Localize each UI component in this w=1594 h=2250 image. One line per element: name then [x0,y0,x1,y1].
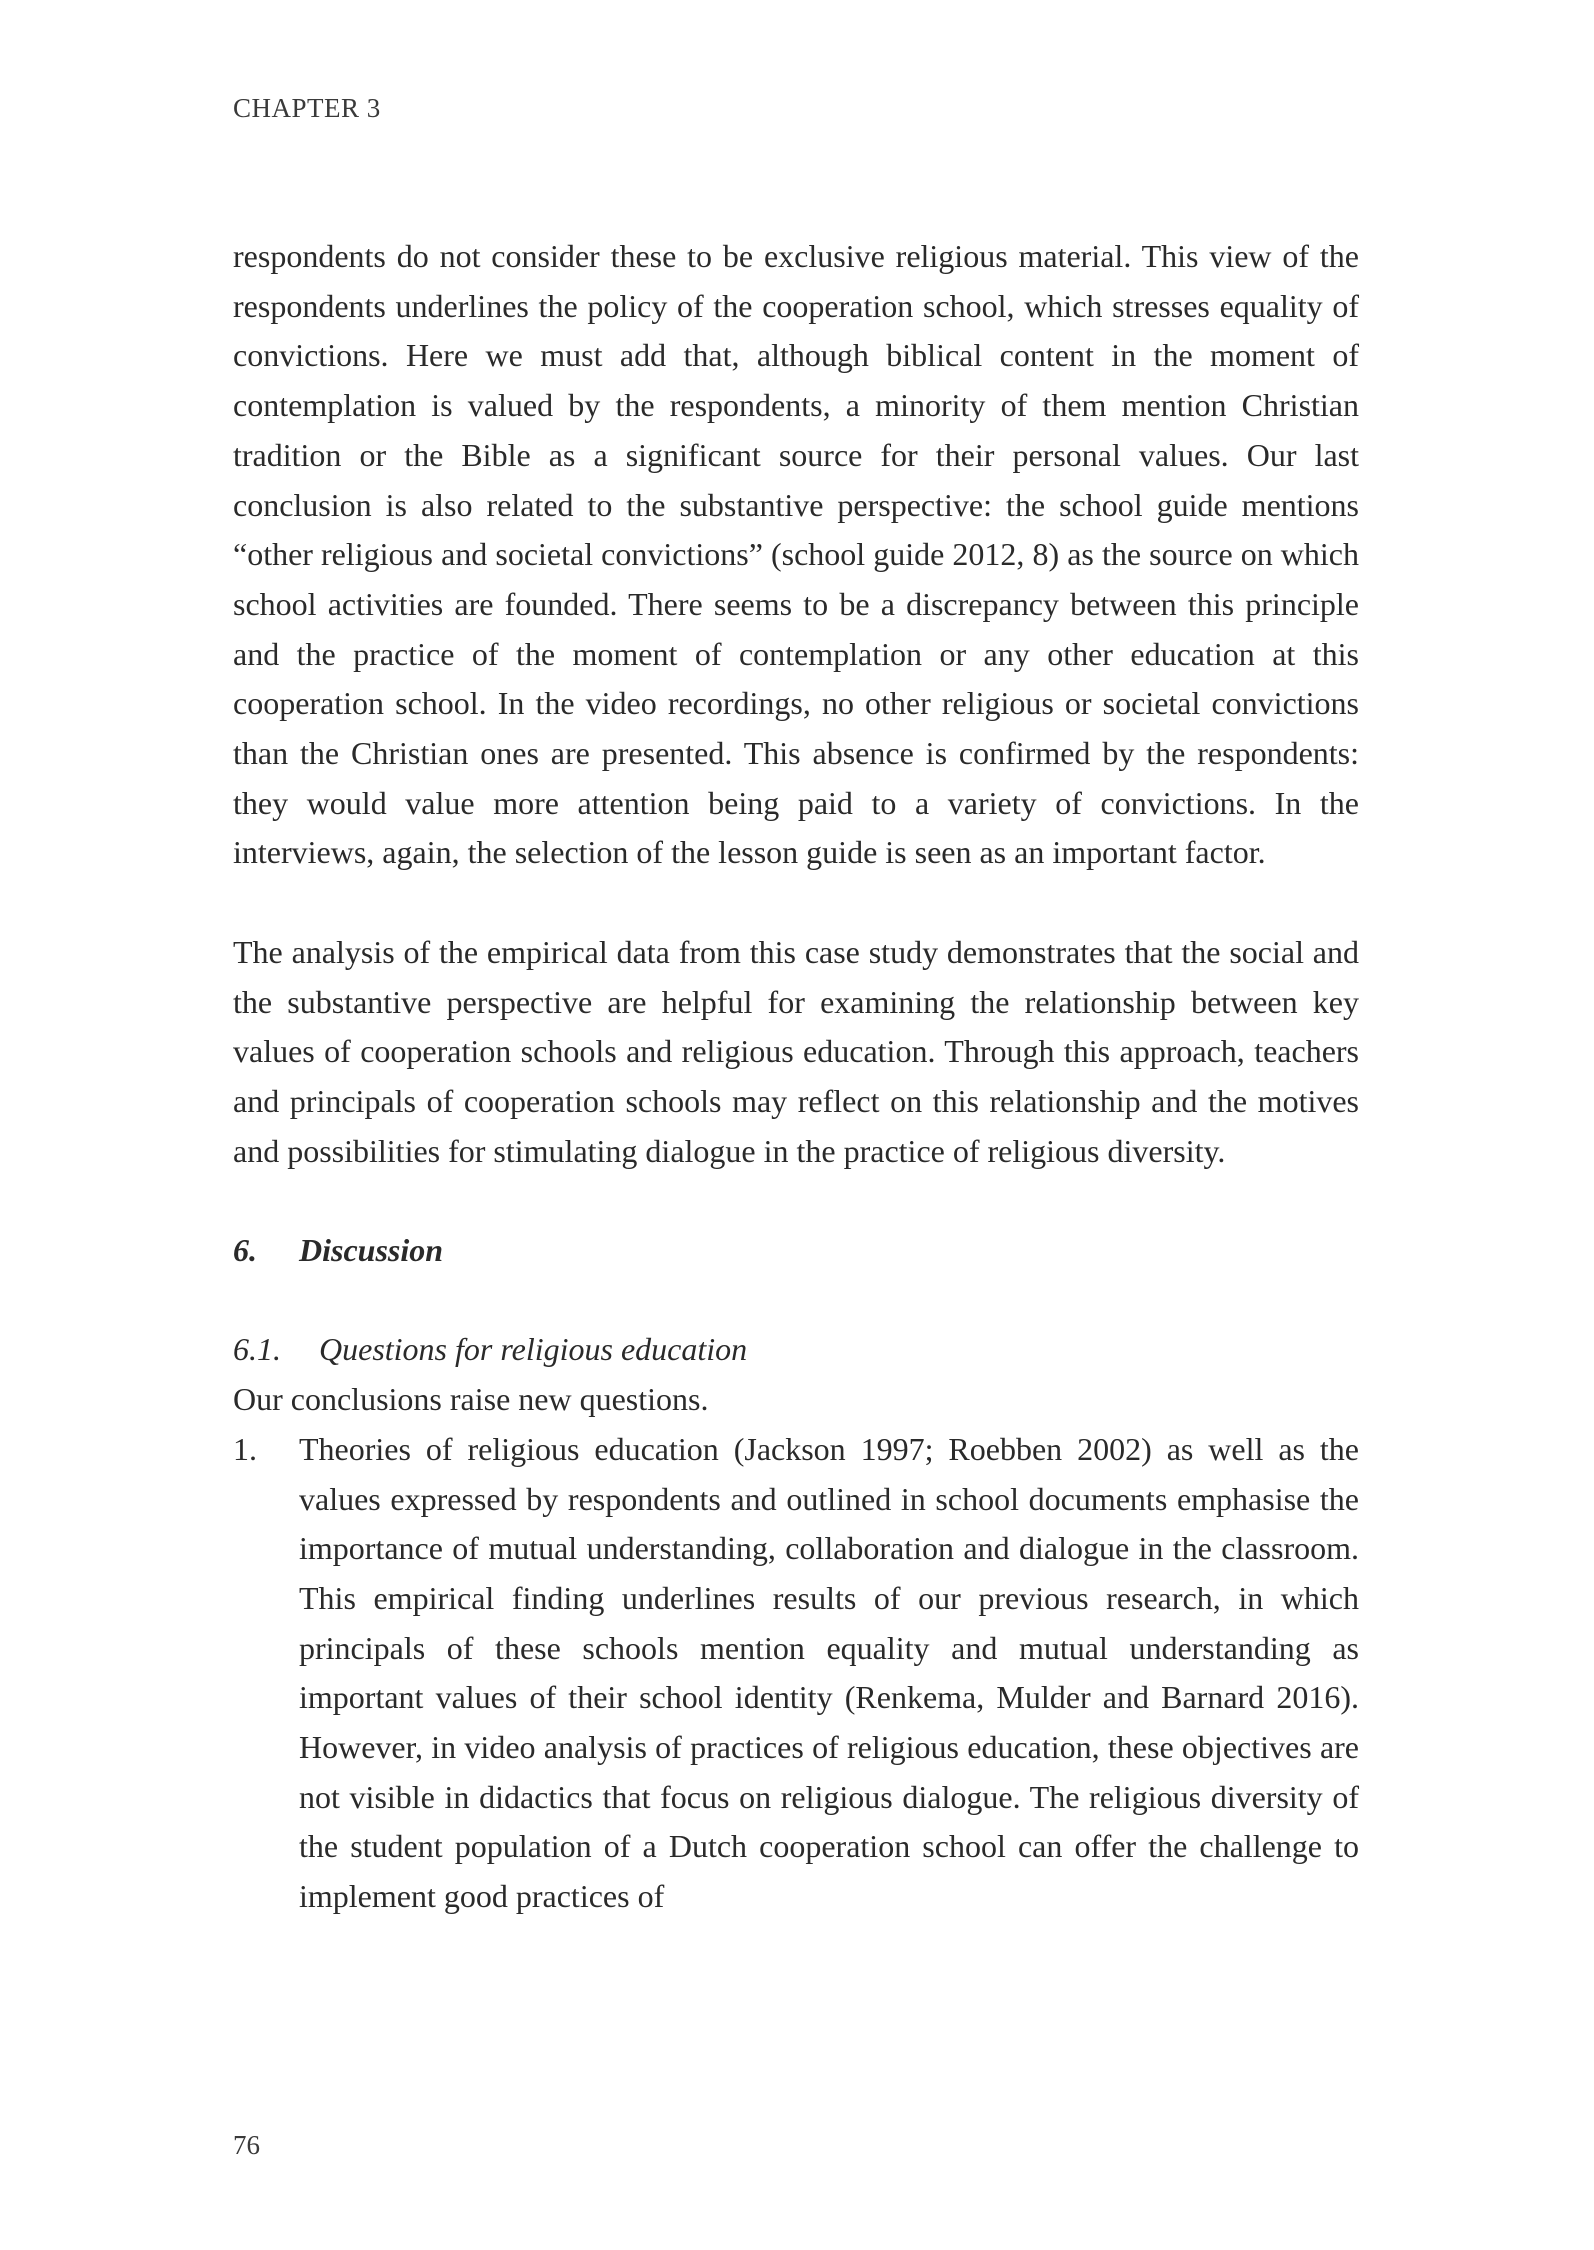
subsection-title: Questions for religious education [319,1331,748,1368]
section-title: Discussion [299,1232,444,1269]
body-paragraph: respondents do not consider these to be exclusive religious material. This view of the respondents underlines the policy of the cooperation school, which stresses equality of convictions. Here we must add that, although biblical content in the moment of contemplation is valued by the respondents, a minority of them mention Christian tradition or the Bible as a significant source for their personal values. Our last conclusion is also related to the substantive perspective: the school guide mentions “other religious and societal convictions” (school guide 2012, 8) as the source on which school activities are founded. There seems to be a discrepancy between this principle and the practice of the moment of contemplation or any other education at this cooperation school. In the video recordings, no other religious or societal convictions than the Christian ones are presented. This absence is confirmed by the respondents: they would value more attention being paid to a variety of convictions. In the interviews, again, the selection of the lesson guide is seen as an important factor. [233,238,1359,871]
subsection-heading [233,1325,1359,1375]
subsection-intro: Our conclusions raise new questions. [233,1381,709,1418]
page-number: 76 [233,2130,260,2160]
list-item [233,1425,1359,1922]
running-head: CHAPTER 3 [233,93,381,123]
subsection-number: 6.1. [233,1331,281,1368]
body-paragraph: The analysis of the empirical data from this case study demonstrates that the social and the substantive perspective are helpful for examining the relationship between key values of cooperation schools and religious education. Through this approach, teachers and principals of cooperation schools may reflect on this relationship and the motives and possibilities for stimulating dialogue in the practice of religious diversity. [233,933,1359,1169]
questions-list [233,1425,1359,1922]
list-item-marker: 1. [233,1430,257,1467]
section-heading [233,1226,1359,1276]
list-item-text: Theories of religious education (Jackson 1997; Roebben 2002) as well as the values expressed by respondents and outlined in school documents emphasise the importance of mutual understanding, collaboration and dialogue in the classroom. This empirical finding underlines results of our previous research, in which principals of these schools mention equality and mutual understanding as important values of their school identity (Renkema, Mulder and Barnard 2016). However, in video analysis of practices of religious education, these objectives are not visible in didactics that focus on religious dialogue. The religious diversity of the student population of a Dutch cooperation school can offer the challenge to implement good practices of [299,1430,1359,1915]
section-number: 6. [233,1232,257,1269]
page-body [233,232,1359,1922]
